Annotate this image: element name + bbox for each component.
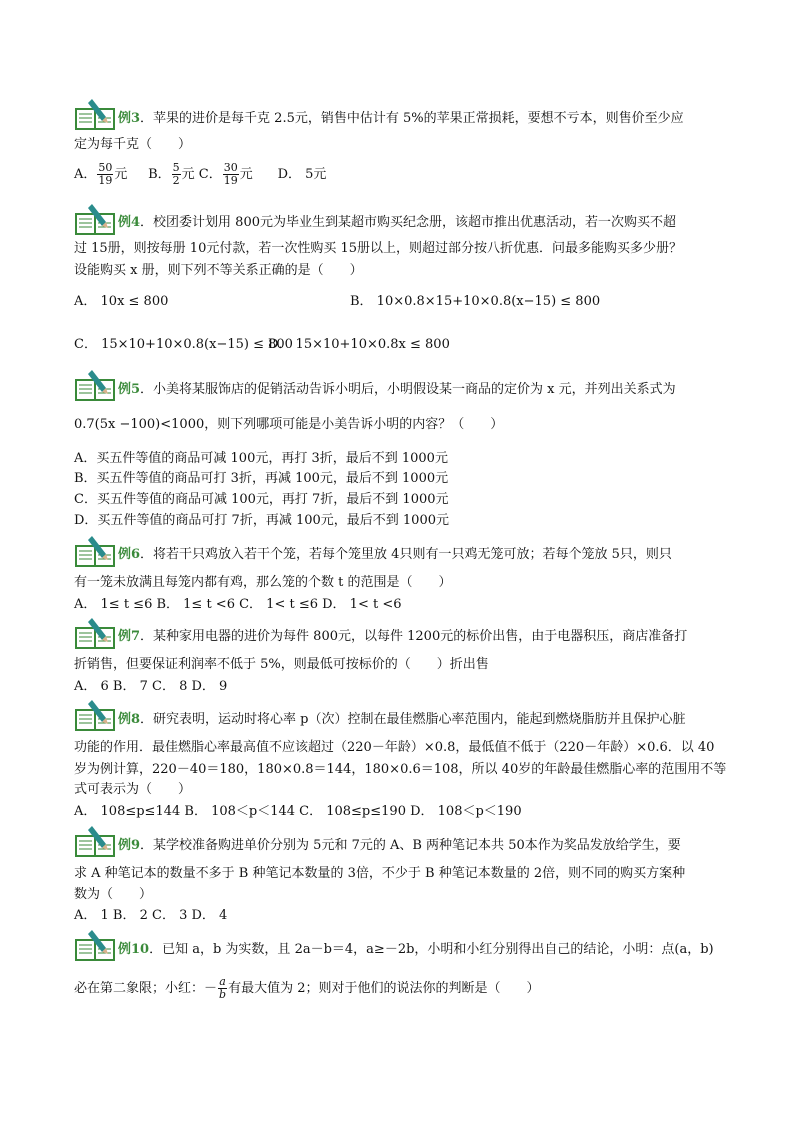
problem-8-options: A． 108≤p≤144 B． 108＜p＜144 C． 108≤p≤190 D． 108＜p＜190: [74, 804, 522, 819]
problem-4-line-2: 过 15册，则按每册 10元付款，若一次性购买 15册以上，则超过部分按八折优惠．问最多能购买多少册？: [74, 241, 683, 256]
book-pencil-icon: [74, 370, 118, 404]
fraction: $\frac{30}{19}$: [223, 161, 238, 187]
problem-7-line-1: 例7．某种家用电器的进价为每件 800元，以每件 1200元的标价出售，由于电器积压，商店准备打: [118, 629, 688, 644]
problem-5-line-2: 0.7(5x −100)<1000，则下列哪项可能是小美告诉小明的内容？（ ）: [74, 417, 504, 432]
problem-8-line-1: 例8．研究表明，运动时将心率 p（次）控制在最佳燃脂心率范围内，能起到燃烧脂肪并且保护心脏: [118, 712, 686, 727]
problem-9-line-1: 例9．某学校准备购进单价分别为 5元和 7元的 A、B 两种笔记本共 50本作为奖品发放给学生，要: [118, 838, 681, 853]
fraction: $\frac{5}{2}$: [172, 161, 180, 187]
problem-10-line-1: 例10．已知 a，b 为实数，且 2a－b＝4，a≥－2b，小明和小红分别得出自己的结论，小明：点(a，b): [118, 942, 714, 957]
problem-3-options: A． $\frac{50}{19}$ 元 B． $\frac{5}{2}$ 元 C． $\frac{30}{19}$ 元 D． 5元: [74, 161, 327, 187]
problem-5-option-a: A．买五件等值的商品可减 100元，再打 3折，最后不到 1000元: [74, 451, 448, 466]
problem-8-line-2: 功能的作用．最佳燃脂心率最高值不应该超过（220－年龄）×0.8，最低值不低于（220－年龄）×0.6．以 40: [74, 740, 715, 755]
problem-4-option-d: D． 15×10+10×0.8x ≤ 800: [268, 337, 450, 352]
problem-3-line-1: 例3．苹果的进价是每千克 2.5元，销售中估计有 5%的苹果正常损耗，要想不亏本，则售价至少应: [118, 111, 684, 126]
problem-4-option-a: A． 10x ≤ 800: [74, 294, 169, 309]
problem-4-line-3: 设能购买 x 册，则下列不等关系正确的是（ ）: [74, 263, 363, 278]
book-pencil-icon: [74, 930, 118, 964]
problem-6-options: A． 1≤ t ≤6 B． 1≤ t <6 C． 1< t ≤6 D． 1< t <6: [74, 597, 402, 612]
problem-3-label: 例3: [118, 111, 141, 126]
book-pencil-icon: [74, 618, 118, 652]
problem-9-options: A． 1 B． 2 C． 3 D． 4: [74, 908, 228, 923]
problem-5-option-b: B．买五件等值的商品可打 3折，再减 100元，最后不到 1000元: [74, 471, 449, 486]
problem-4-option-b: B． 10×0.8×15+10×0.8(x−15) ≤ 800: [350, 294, 601, 309]
book-pencil-icon: [74, 700, 118, 734]
problem-4-line-1: 例4．校团委计划用 800元为毕业生到某超市购买纪念册，该超市推出优惠活动，若一次购买不超: [118, 215, 676, 230]
book-pencil-icon: [74, 204, 118, 238]
problem-3-line-2: 定为每千克（ ）: [74, 137, 192, 152]
problem-9-line-3: 数为（ ）: [74, 887, 153, 902]
problem-10-line-2: 必在第二象限；小红：－ $\frac{a}{b}$ 有最大值为 2；则对于他们的说法你的判断是（ ）: [74, 975, 540, 1001]
problem-9-line-2: 求 A 种笔记本的数量不多于 B 种笔记本数量的 3倍，不少于 B 种笔记本数量的 2倍，则不同的购买方案种: [74, 866, 686, 881]
problem-8-line-3: 岁为例计算，220－40＝180，180×0.8＝144，180×0.6＝108，所以 40岁的年龄最佳燃脂心率的范围用不等: [74, 762, 727, 777]
fraction: $\frac{a}{b}$: [219, 975, 227, 1001]
problem-6-line-2: 有一笼未放满且每笼内都有鸡，那么笼的个数 t 的范围是（ ）: [74, 575, 452, 590]
problem-5-option-d: D．买五件等值的商品可打 7折，再减 100元，最后不到 1000元: [74, 513, 449, 528]
problem-7-options: A． 6 B． 7 C． 8 D． 9: [74, 679, 228, 694]
problem-6-line-1: 例6．将若干只鸡放入若干个笼，若每个笼里放 4只则有一只鸡无笼可放；若每个笼放 5只，则只: [118, 547, 672, 562]
problem-8-line-4: 式可表示为（ ）: [74, 782, 192, 797]
problem-4-option-c: C． 15×10+10×0.8(x−15) ≤ 800: [74, 337, 293, 352]
book-pencil-icon: [74, 99, 118, 133]
problem-5-line-1: 例5．小美将某服饰店的促销活动告诉小明后，小明假设某一商品的定价为 x 元，并列出关系式为: [118, 382, 676, 397]
book-pencil-icon: [74, 536, 118, 570]
book-pencil-icon: [74, 826, 118, 860]
problem-5-option-c: C．买五件等值的商品可减 100元，再打 7折，最后不到 1000元: [74, 492, 449, 507]
fraction: $\frac{50}{19}$: [98, 161, 113, 187]
problem-7-line-2: 折销售，但要保证利润率不低于 5%，则最低可按标价的（ ）折出售: [74, 657, 489, 672]
